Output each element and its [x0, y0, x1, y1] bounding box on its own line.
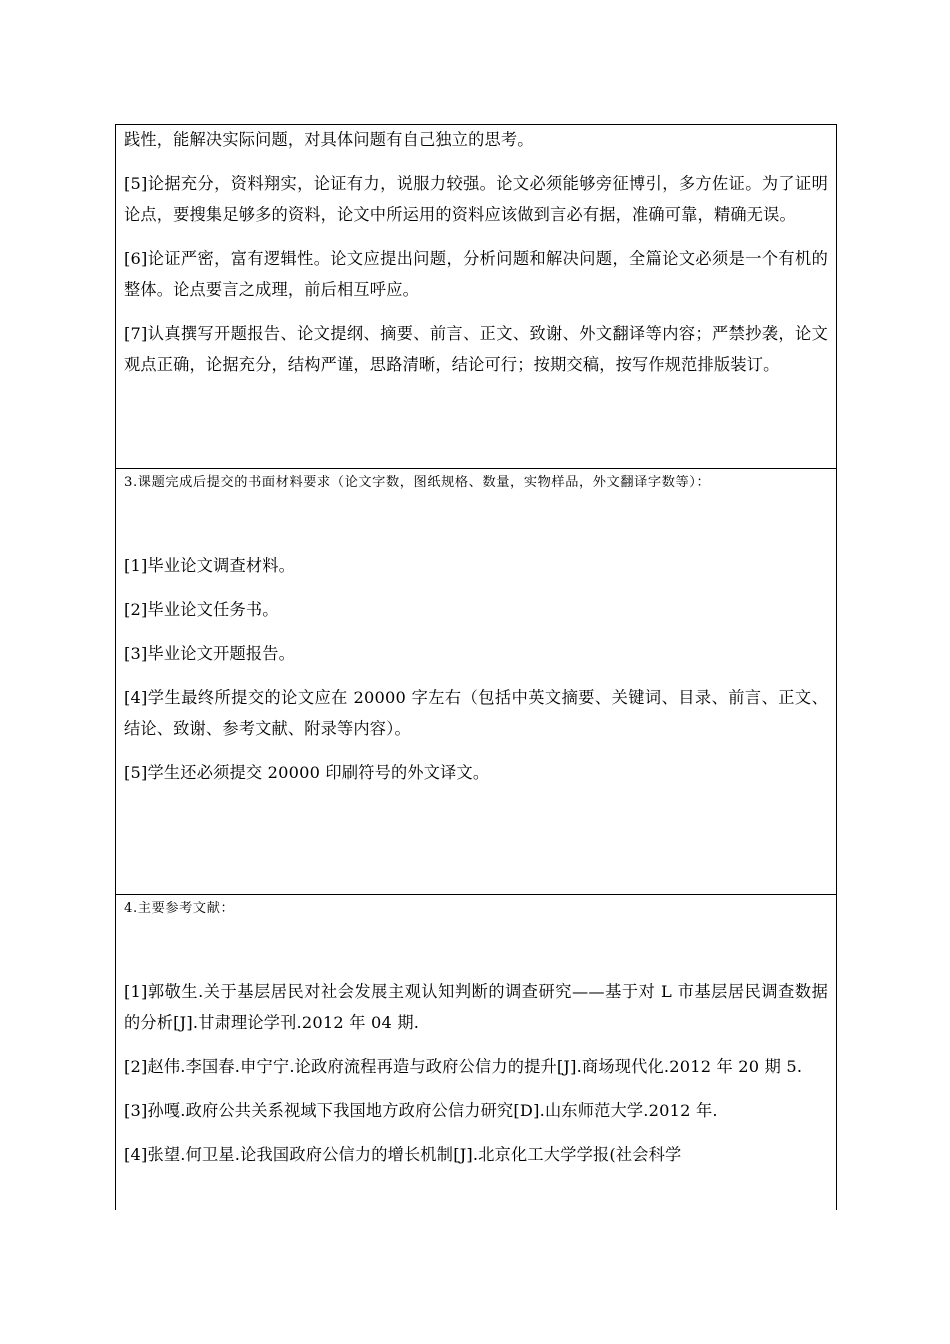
requirement-item: [6]论证严密，富有逻辑性。论文应提出问题，分析问题和解决问题，全篇论文必须是一个有机的整体。论点要言之成理，前后相互呼应。 — [124, 249, 828, 299]
reference-item: [2]赵伟.李国春.申宁宁.论政府流程再造与政府公信力的提升[J].商场现代化.2012 年 20 期 5. — [124, 1057, 803, 1076]
material-item: [5]学生还必须提交 20000 印刷符号的外文译文。 — [124, 763, 490, 782]
requirement-item: [5]论据充分，资料翔实，论证有力，说服力较强。论文必须能够旁征博引，多方佐证。为了证明论点，要搜集足够多的资料，论文中所运用的资料应该做到言必有据，准确可靠，精确无误。 — [124, 174, 828, 224]
material-item: [1]毕业论文调查材料。 — [124, 556, 296, 575]
writing-requirements-cell — [116, 125, 836, 468]
material-item: [3]毕业论文开题报告。 — [124, 644, 296, 663]
submission-materials-cell — [116, 468, 836, 894]
section-heading: 3.课题完成后提交的书面材料要求（论文字数，图纸规格、数量，实物样品，外文翻译字数等）： — [124, 475, 711, 490]
reference-item: [1]郭敬生.关于基层居民对社会发展主观认知判断的调查研究——基于对 L 市基层居民调查数据的分析[J].甘肃理论学刊.2012 年 04 期. — [124, 982, 828, 1032]
requirement-item: [7]认真撰写开题报告、论文提纲、摘要、前言、正文、致谢、外文翻译等内容；严禁抄袭，论文观点正确，论据充分，结构严谨，思路清晰，结论可行；按期交稿，按写作规范排版装订。 — [124, 324, 828, 374]
section-heading: 4.主要参考文献： — [124, 901, 235, 916]
requirement-item: 践性，能解决实际问题，对具体问题有自己独立的思考。 — [124, 130, 534, 149]
requirements-table — [115, 124, 837, 1210]
reference-item: [3]孙嘎.政府公共关系视域下我国地方政府公信力研究[D].山东师范大学.2012 年. — [124, 1101, 718, 1120]
reference-item: [4]张望.何卫星.论我国政府公信力的增长机制[J].北京化工大学学报(社会科学 — [124, 1145, 682, 1164]
material-item: [2]毕业论文任务书。 — [124, 600, 279, 619]
references-cell — [116, 894, 836, 1211]
material-item: [4]学生最终所提交的论文应在 20000 字左右（包括中英文摘要、关键词、目录、前言、正文、结论、致谢、参考文献、附录等内容）。 — [124, 688, 828, 738]
